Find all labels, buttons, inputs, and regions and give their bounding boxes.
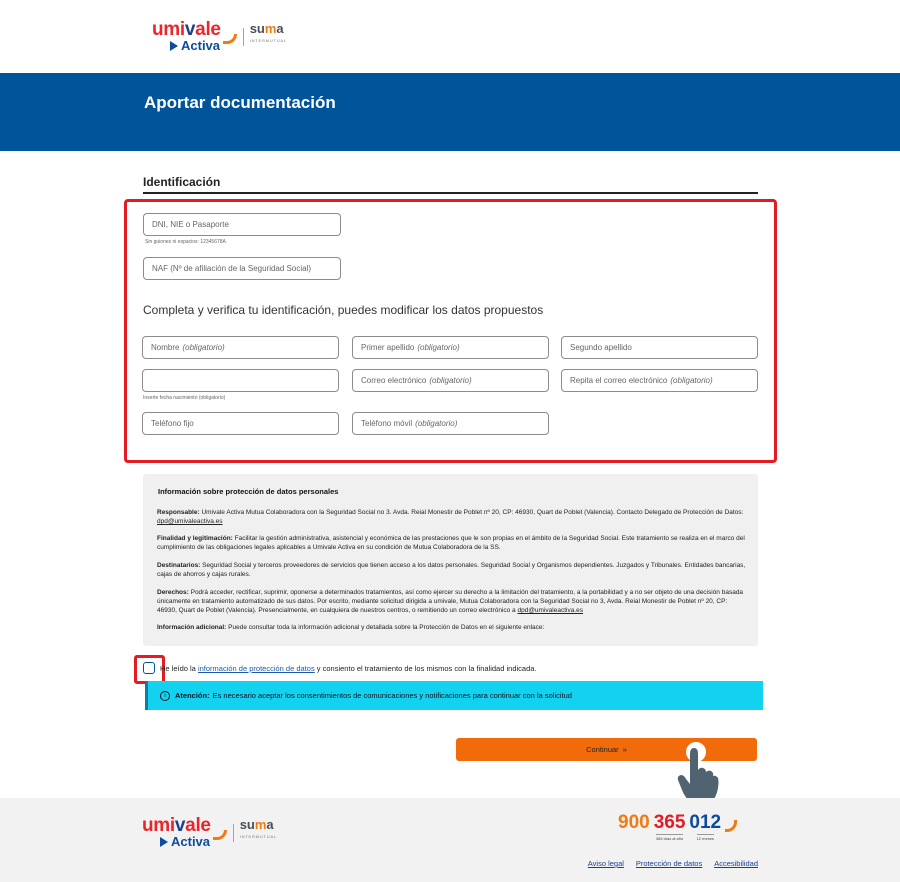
section-title-identificacion: Identificación: [143, 175, 221, 189]
logo-activa-text: Activa: [181, 38, 221, 53]
play-icon: [170, 41, 178, 51]
responsable-text: Umivale Activa Mutua Colaboradora con la Seguridad Social no 3. Avda. Reial Monestir de Poblet nº 20, CP: 46930, Quart de Poblet (Valencia). Contacto Delegado de Protección de Datos:: [201, 509, 744, 516]
correo-placeholder: Correo electrónico: [361, 376, 427, 385]
footer-logo-activa: [160, 835, 211, 849]
derechos-text: Podrá acceder, rectificar, suprimir, oponerse a determinados tratamientos, así como ejercer su derecho a la limitación del tratamiento, a la portabilidad y a no ser objeto de una decisión basada únicamente en tratamiento automatizado de sus datos. Por escrito, mediante solicitud dirigida a umivale, Mutua Colaboradora con la Seguridad Social no 3, Avda. Reial Monestir de Poblet nº 20, CP: 46930, Quart de Poblet (Valencia). Presencialmente, en cualquiera de nuestros centros, o remitiendo un correo electrónico a: [157, 589, 744, 614]
contact-phone[interactable]: [618, 812, 737, 842]
destinatarios-text: Seguridad Social y terceros proveedores de servicios que tienen acceso a los datos personales. Seguridad Social y Organismos dependientes. Juzgados y Tribunales. Entidades bancarias, cajas de ahorros y cajas rurales.: [157, 562, 746, 578]
consent-checkbox[interactable]: [143, 662, 155, 674]
repita-correo-placeholder: Repita el correo electrónico: [570, 376, 668, 385]
fecha-nacimiento-input[interactable]: [142, 369, 339, 392]
finalidad-label: Finalidad y legitimación:: [157, 535, 233, 542]
adicional-text: Puede consultar toda la información adicional y detallada sobre la Protección de Datos en el siguiente enlace:: [228, 624, 545, 631]
dni-hint: Sin guiones ni espacios: 12345678A: [145, 239, 226, 245]
phone-group-b: [654, 812, 686, 842]
alert-label: Atención:: [175, 691, 210, 700]
finalidad-text: Facilitar la gestión administrativa, asistencial y económica de las prestaciones que le son propias en el ámbito de la Seguridad Social. Este tratamiento se realiza en el marco del cumplimiento de las obligaciones legales aplicables a Umivale Activa en su condición de Mutua Colaboradora de la SS.: [157, 535, 745, 551]
responsable-email-link[interactable]: dpd@umivaleactiva.es: [157, 518, 223, 525]
obligatorio-tag: (obligatorio): [417, 343, 460, 352]
logo-umivale-text: umivale: [152, 19, 221, 40]
primer-apellido-placeholder: Primer apellido: [361, 343, 415, 352]
privacy-destinatarios: [157, 561, 747, 579]
nombre-placeholder: Nombre: [151, 343, 180, 352]
privacy-title: Información sobre protección de datos personales: [158, 487, 339, 496]
consent-text: [160, 664, 537, 673]
obligatorio-tag: (obligatorio): [670, 376, 713, 385]
responsable-label: Responsable:: [157, 509, 200, 516]
swoosh-icon: [725, 820, 737, 832]
obligatorio-tag: (obligatorio): [415, 419, 458, 428]
telefono-fijo-placeholder: Teléfono fijo: [151, 419, 194, 428]
dni-placeholder: DNI, NIE o Pasaporte: [152, 220, 229, 229]
adicional-label: Información adicional:: [157, 624, 227, 631]
footer-link-accesibilidad[interactable]: Accesibilidad: [714, 859, 758, 868]
page-title: Aportar documentación: [144, 93, 336, 112]
phone-part-c: 012: [689, 812, 722, 833]
continue-label: Continuar: [586, 745, 619, 754]
double-chevron-right-icon: »: [622, 745, 627, 754]
logo-divider: [243, 28, 244, 46]
footer-logo-activa-text: Activa: [171, 834, 211, 849]
logo-suma-text: suma: [249, 21, 284, 36]
umivale-logo[interactable]: [152, 20, 287, 54]
phone-caption-c: 12 meses: [696, 836, 714, 841]
derechos-label: Derechos:: [157, 589, 189, 596]
primer-apellido-input[interactable]: [352, 336, 549, 359]
naf-placeholder: NAF (Nº de afiliación de la Seguridad Social): [152, 264, 311, 273]
swoosh-icon: [223, 34, 237, 44]
obligatorio-tag: (obligatorio): [182, 343, 225, 352]
consent-prefix: He leído la: [160, 664, 196, 673]
footer-link-proteccion-datos[interactable]: Protección de datos: [635, 859, 703, 868]
play-icon: [160, 837, 168, 847]
telefono-fijo-input[interactable]: [142, 412, 339, 435]
footer-logo-suma-text: suma: [239, 817, 274, 832]
page-banner: [0, 73, 900, 151]
nombre-input[interactable]: [142, 336, 339, 359]
segundo-apellido-input[interactable]: [561, 336, 758, 359]
footer-link-aviso-legal[interactable]: Aviso legal: [587, 859, 624, 868]
footer-umivale-logo[interactable]: [142, 816, 277, 850]
phone-part-b: 365: [653, 812, 686, 833]
footer-links: [588, 859, 758, 868]
logo-activa: [170, 39, 221, 53]
obligatorio-tag: (obligatorio): [429, 376, 472, 385]
phone-caption-b: 365 días al año: [655, 836, 684, 841]
privacy-info-link[interactable]: información de protección de datos: [197, 664, 315, 673]
fecha-nacimiento-hint: Inserte fecha nacimiento (obligatorio): [143, 395, 226, 401]
telefono-movil-placeholder: Teléfono móvil: [361, 419, 413, 428]
section-divider: [143, 192, 758, 194]
hand-pointer-icon: [672, 742, 722, 806]
privacy-responsable: [157, 508, 747, 526]
footer-logo-suma-sub: INTERMUTUAL: [239, 834, 277, 839]
dni-input[interactable]: [143, 213, 341, 236]
logo-divider: [233, 824, 234, 842]
repita-correo-input[interactable]: [561, 369, 758, 392]
correo-input[interactable]: [352, 369, 549, 392]
privacy-derechos: [157, 588, 747, 615]
consent-alert: [145, 681, 763, 710]
identification-subheading: Completa y verifica tu identificación, puedes modificar los datos propuestos: [143, 303, 544, 317]
swoosh-icon: [213, 830, 227, 840]
segundo-apellido-placeholder: Segundo apellido: [570, 343, 632, 352]
privacy-info-box: [143, 474, 758, 646]
destinatarios-label: Destinatarios:: [157, 562, 201, 569]
phone-group-c: [689, 812, 721, 842]
privacy-adicional: [157, 623, 747, 632]
consent-suffix: y consiento el tratamiento de los mismos con la finalidad indicada.: [316, 664, 537, 673]
phone-part-a: 900: [618, 812, 650, 833]
footer-logo-umivale-text: umivale: [142, 815, 211, 836]
alert-text: Es necesario aceptar los consentimientos de comunicaciones y notificaciones para continuar con la solicitud: [212, 691, 572, 700]
derechos-email-link[interactable]: dpd@umivaleactiva.es: [517, 607, 583, 614]
info-icon: i: [160, 691, 170, 701]
footer: [0, 798, 900, 882]
logo-suma-sub: INTERMUTUAL: [249, 38, 287, 43]
naf-input[interactable]: [143, 257, 341, 280]
privacy-finalidad: [157, 534, 747, 552]
telefono-movil-input[interactable]: [352, 412, 549, 435]
